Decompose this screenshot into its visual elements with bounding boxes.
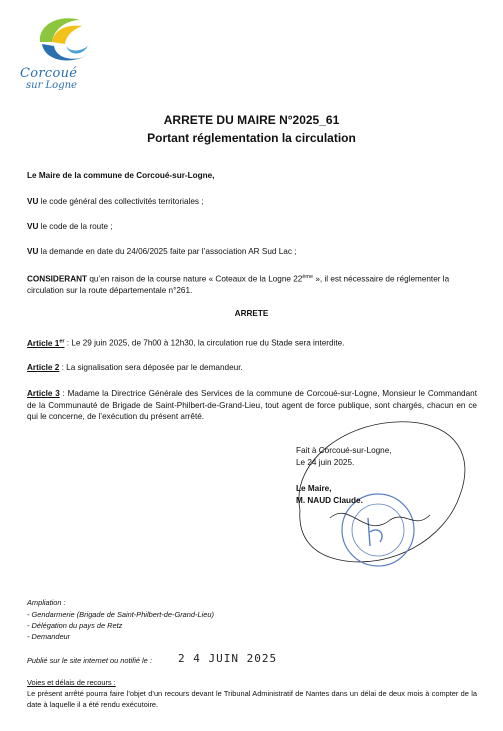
ampliation-title: Ampliation : [27, 598, 66, 607]
signature-role: Le Maire, [296, 484, 332, 493]
vu-line-3: VU la demande en date du 24/06/2025 faite par l’association AR Sud Lac ; [27, 247, 297, 256]
arrete-heading: ARRETE [234, 309, 269, 318]
logo-wordmark [20, 66, 102, 91]
signature-date: Le 24 juin 2025. [296, 458, 355, 467]
page-title: ARRETE DU MAIRE N°2025_61 [163, 113, 340, 127]
ampliation-item-3: - Demandeur [27, 632, 71, 641]
logo-line2: sur Logne [26, 80, 77, 91]
logo-emblem-icon [20, 12, 102, 72]
vu-line-1: VU le code général des collectivités territoriales ; [27, 197, 204, 206]
page-subtitle: Portant réglementation la circulation [147, 131, 356, 145]
intro-line: Le Maire de la commune de Corcoué-sur-Logne, [27, 171, 215, 180]
signature-place: Fait à Corcoué-sur-Logne, [296, 446, 392, 455]
logo-line1: Corcoué [20, 66, 78, 81]
recours-text: Le présent arrêté pourra faire l’objet d’un recours devant le Tribunal Administratif de Nantes dans un délai de deux mois à compter de la date à laquelle il a été rendu exécutoire. [27, 689, 477, 709]
article-3: Article 3 : Madame la Directrice Générale des Services de la commune de Corcoué-sur-Logne, Monsieur le Commandant de la Communauté de Brigade de Saint-Philbert-de-Grand-Lieu, tout agent de force publique, sont chargés, chacun en ce qui le concerne, de l’exécution du présent arrêté. [27, 389, 477, 421]
article-2: Article 2 : La signalisation sera déposée par le demandeur. [27, 363, 243, 372]
publication-label: Publié sur le site internet ou notifié le : [27, 656, 152, 665]
ampliation-item-1: - Gendarmerie (Brigade de Saint-Philbert-de-Grand-Lieu) [27, 610, 214, 619]
recours-title: Voies et délais de recours : [27, 678, 116, 687]
signature-name: M. NAUD Claude. [296, 496, 363, 505]
article-1: Article 1er : Le 29 juin 2025, de 7h00 à 12h30, la circulation rue du Stade sera interdite. [27, 338, 345, 348]
ampliation-item-2: - Délégation du pays de Retz [27, 621, 123, 630]
publication-date-stamp: 2 4 JUIN 2025 [178, 652, 278, 665]
considerant-paragraph: CONSIDERANT qu’en raison de la course nature « Coteaux de la Logne 22ème », il est nécessaire de réglementer la circulation sur la route départementale n°261. [27, 274, 450, 296]
vu-line-2: VU le code de la route ; [27, 222, 113, 231]
